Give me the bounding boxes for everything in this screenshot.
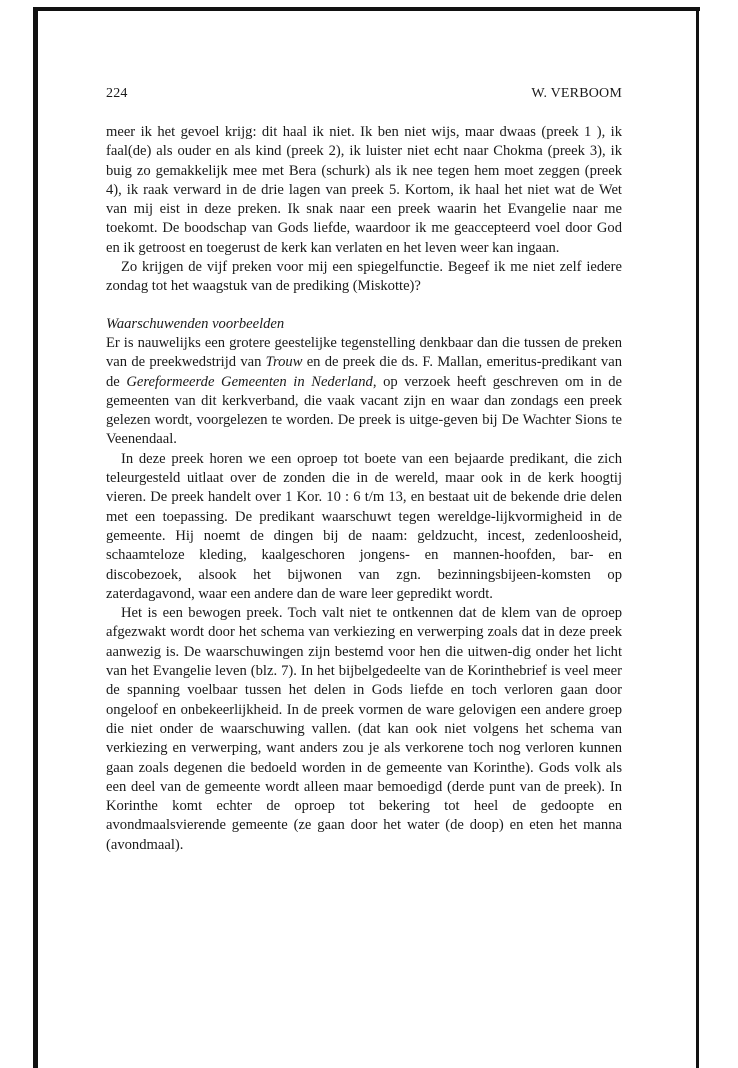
scan-border-top	[33, 7, 700, 11]
text-run: , op verzoek heeft geschreven om in de gemeenten van dit kerkverband, die vaak vacant zijn en waar dan zondags een preek gelezen wordt, voorgelezen te worden. De preek is uitge-geven bij De Wachter Sions te Veenendaal.	[106, 373, 622, 448]
page-body	[106, 84, 622, 855]
section-paragraph-1	[106, 334, 622, 450]
section-paragraph-2: In deze preek horen we een oproep tot boete van een bejaarde predikant, die zich teleurgesteld uitlaat over de zonden die in de wereld, maar ook in de kerk hoogtij vieren. De preek handelt over 1 Kor. 10 : 6 t/m 13, en bestaat uit de bekende drie delen met een toepassing. De predikant waarschuwt tegen wereldge-lijkvormigheid in de gemeente. Hij noemt de dingen bij de naam: geldzucht, incest, zedenloosheid, schaamteloze kleding, kaalgeschoren jongens- en mannen-hoofden, bar- en discobezoek, alsook het bijwonen van zgn. bezinningsbijeen-komsten op zaterdagavond, waar een andere dan de ware leer gepredikt wordt.	[106, 450, 622, 602]
scan-border-right	[696, 7, 699, 1068]
section-heading: Waarschuwenden voorbeelden	[106, 315, 285, 332]
church-name: Gereformeerde Gemeenten in Nederland	[126, 373, 373, 390]
text-run: Er is nauwelijks een grotere geestelijke tegenstelling denkbaar dan die tussen de preken van de preekwedstrijd van	[106, 334, 622, 371]
scan-border-left	[33, 7, 38, 1068]
paragraph-intro-1: meer ik het gevoel krijg: dit haal ik niet. Ik ben niet wijs, maar dwaas (preek 1 ), ik faal(de) als ouder en als kind (preek 2), ik luister niet echt naar Chokma (preek 3), ik buig zo gemakkelijk mee met Bera (schurk) als ik nee tegen hem moet zeggen (preek 4), ik raak verward in de drie lagen van preek 5. Kortom, ik haal het niet wat de Wet van mij eist in deze preken. Ik snak naar een preek waarin het Evangelie naar me toekomt. De boodschap van Gods liefde, waardoor ik me geaccepteerd voel door God en ik getroost en toegerust de kerk kan verlaten en het leven weer kan ingaan.	[106, 124, 622, 256]
running-title: W. VERBOOM	[531, 86, 622, 101]
newspaper-title: Trouw	[265, 354, 303, 371]
paragraph-intro-2: Zo krijgen de vijf preken voor mij een spiegelfunctie. Begeef ik me niet zelf iedere zondag tot het waagstuk van de prediking (Miskotte)?	[106, 259, 622, 295]
text-run: en de preek die ds. F. Mallan, emeritus-predikant van de	[106, 354, 623, 390]
page-number: 224	[106, 86, 128, 101]
running-header	[106, 84, 622, 103]
section-paragraph-3: Het is een bewogen preek. Toch valt niet te ontkennen dat de klem van de oproep afgezwakt wordt door het schema van verkiezing en verwerping zoals dat in deze preek aanwezig is. De waarschuwingen zijn bestemd voor hen die uitwen-dig onder het licht van het Evangelie leven (blz. 7). In het bijbelgedeelte van de Korinthebrief is veel meer de spanning voelbaar tussen het delen in Gods liefde en toch verloren gaan door ongeloof en onbekeerlijkheid. In de preek vormen de ware gelovigen een andere groep die niet onder de waarschuwing vallen. (dat kan ook niet volgens het schema van verkiezing en verwerping, want anders zou je als verkorene toch nog verloren kunnen gaan zoals degenen die bedoeld worden in de gemeente van Korinthe). Gods volk als een deel van de gemeente wordt alleen maar bemoedigd (derde punt van de preek). In Korinthe komt echter de oproep tot bekering tot heel de gedoopte en avondmaalsvierende gemeente (ze gaan door het water (de doop) en eten het manna (avondmaal).	[106, 605, 622, 853]
